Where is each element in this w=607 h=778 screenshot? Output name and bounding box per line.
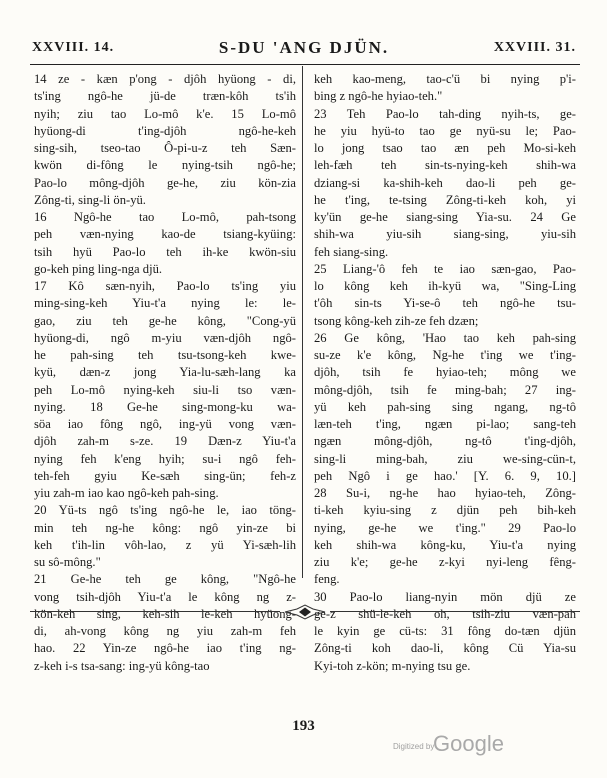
header-rule xyxy=(30,64,580,65)
text-line: kwön di-fông le nying-tsih ngô-he; xyxy=(34,158,296,173)
text-line: Zông-ti koh dao-li, kông Cü Yia-su xyxy=(314,641,576,656)
text-line: læn-teh t'ing, ngæn pi-lao; sang-teh xyxy=(314,417,576,431)
text-line: he pah-sing teh tsu-tsong-keh kwe- xyxy=(34,348,296,362)
text-line: yiu zah-m iao kao ngô-keh pah-sing. xyxy=(34,486,219,500)
text-line: vong tsih-djôh Yiu-t'a le kông ng z- xyxy=(34,589,296,604)
running-header xyxy=(30,38,578,60)
text-line: peh Ngô i ge hao.' [Y. 6. 9, 10.] xyxy=(314,468,576,483)
ornament-right-bar xyxy=(330,611,580,612)
text-line: gao, ziu teh ge-he kông, "Cong-yü xyxy=(34,313,296,328)
text-line: 30 Pao-lo liang-nyin mön djü ze xyxy=(314,589,576,604)
right-text-column xyxy=(314,71,576,675)
text-line: su-ze k'e kông, Ng-he t'ing we t'ing- xyxy=(314,348,576,362)
text-line: kön-keh sing, keh-sih le-keh hyüong- xyxy=(34,606,296,621)
ornament-left-bar xyxy=(30,611,280,612)
google-watermark xyxy=(393,733,505,757)
text-line: di, ah-vong kông ng yiu zah-m feh xyxy=(34,624,296,638)
text-line: lo kông keh ih-kyü wa, "Sing-Ling xyxy=(314,279,576,293)
text-line: ngæn mông-djôh, ng-tô t'ing-djôh, xyxy=(314,434,576,449)
text-line: keh shih-wa kông-ku, Yiu-t'a nying xyxy=(314,537,576,552)
text-line: ky'ün ge-he siang-sing Yia-su. 24 Ge xyxy=(314,210,576,224)
text-line: Zông-ti, sing-li ön-yü. xyxy=(34,192,146,207)
text-line: Pao-lo mông-djôh ge-he, ziu kön-zia xyxy=(34,175,296,190)
text-line: tsong kông-keh zih-ze feh dzæn; xyxy=(314,313,479,328)
header-book-title: S-DU 'ANG DJÜN. xyxy=(218,38,390,57)
ornamental-rule xyxy=(30,604,580,620)
header-right-reference: XXVIII. 31. xyxy=(493,40,576,55)
page-number: 193 xyxy=(292,718,315,734)
text-line: nyih; ziu tao Lo-mô k'e. 15 Lo-mô xyxy=(34,106,296,121)
text-line: yü keh pah-sing sing ngang, ng-tô xyxy=(314,399,576,414)
text-line: keh t'ih-lin vôh-lao, z yü Yi-sæh-lih xyxy=(34,537,296,552)
text-line: 25 Liang-'ô feh te iao sæn-gao, Pao- xyxy=(314,261,576,276)
text-line: lo jong tsao tao æn peh Mo-si-keh xyxy=(314,141,576,155)
text-line: djôh, tsih fe hyiao-teh; mông we xyxy=(314,365,576,380)
left-text-column xyxy=(34,71,296,675)
text-line: ts'ing ngô-he jü-de træn-kôh ts'ih xyxy=(34,89,296,104)
text-line: söa iao fông ngô, ing-yü vong væn- xyxy=(34,417,296,431)
text-line: hyüong-di t'ing-djôh ngô-he-keh xyxy=(34,123,296,138)
text-line: 16 Ngô-he tao Lo-mô, pah-tsong xyxy=(34,210,296,224)
text-line: nying feh k'eng hyih; su-i ngô feh- xyxy=(34,451,296,466)
text-line: he t'ing, te-tsing Zông-ti-keh koh, yi xyxy=(314,192,576,207)
ornament-diamond-icon xyxy=(283,604,327,620)
text-line: Kyi-toh z-kön; m-nying tsu ge. xyxy=(314,658,471,673)
text-line: le kyin ge cü-ts: 31 fông do-tæn djün xyxy=(314,624,576,638)
text-line: sing-li ming-bah, ziu we-sing-cün-t, xyxy=(314,451,576,466)
text-line: leh-fæh teh sin-ts-nying-keh shih-wa xyxy=(314,158,576,173)
text-line: tsih hyü Pao-lo teh ih-ke kwön-siu xyxy=(34,244,296,259)
text-line: ziu k'e; ge-he z-kyi nyi-leng fêng- xyxy=(314,555,576,569)
text-line: sing-sih, tseo-tao Ô-pi-u-z teh Sæn- xyxy=(34,141,296,155)
text-line: feng. xyxy=(314,572,340,587)
text-line: ming-sing-keh Yiu-t'a nying le: le- xyxy=(34,296,296,311)
watermark-digitized-text: Digitized by xyxy=(393,742,435,751)
text-line: 28 Su-i, ng-he hao hyiao-teh, Zông- xyxy=(314,486,576,500)
text-line: mông-djôh, tsih fe ming-bah; 27 ing- xyxy=(314,382,576,397)
text-line: hyüong-di, ngô m-yiu væn-djôh ngô- xyxy=(34,330,296,345)
text-line: peh væn-nying kao-de tsiang-kyüing: xyxy=(34,227,296,242)
text-line: peh Lo-mô nying-keh siu-li tso væn- xyxy=(34,382,296,397)
text-line: su sô-mông." xyxy=(34,555,101,569)
text-line: djôh zah-m s-ze. 19 Dæn-z Yiu-t'a xyxy=(34,434,296,449)
text-line: hao. 22 Yin-ze ngô-he iao t'ing ng- xyxy=(34,641,296,656)
text-line: keh kao-meng, tao-c'ü bi nying p'i- xyxy=(314,72,576,86)
text-line: min teh ng-he kông: ngô yin-ze bi xyxy=(34,520,296,535)
text-line: shih-wa yiu-sih siang-sing, yiu-sih xyxy=(314,227,576,242)
header-left-reference: XXVIII. 14. xyxy=(32,40,115,55)
text-line: 17 Kô sæn-nyih, Pao-lo ts'ing yiu xyxy=(34,279,296,293)
google-logo: Google xyxy=(433,731,504,756)
text-line: z-keh i-s tsa-sang: ing-yü kông-tao xyxy=(34,658,210,673)
text-line: 26 Ge kông, 'Hao tao keh pah-sing xyxy=(314,330,576,345)
text-line: feh siang-sing. xyxy=(314,244,389,259)
text-line: nying. 18 Ge-he sing-mong-ku wa- xyxy=(34,399,296,414)
text-line: kyü, dæn-z jong Yia-lu-sæh-lang ka xyxy=(34,365,296,380)
text-line: ge-z shü-le-keh oh, tsih-ziu væn-pah xyxy=(314,606,576,621)
text-line: he yiu hyü-to tao ge nyü-su le; Pao- xyxy=(314,123,576,138)
text-line: go-keh ping ling-nga djü. xyxy=(34,261,163,276)
text-line: 23 Teh Pao-lo tah-ding nyih-ts, ge- xyxy=(314,106,576,121)
text-line: ti-keh kyiu-sing z djün peh bih-keh xyxy=(314,503,576,518)
text-line: nying, ge-he we t'ing." 29 Pao-lo xyxy=(314,520,576,535)
text-line: dziang-si ka-shih-keh dao-li peh ge- xyxy=(314,175,576,190)
text-line: 21 Ge-he teh ge kông, "Ngô-he xyxy=(34,572,296,587)
text-line: 14 ze - kæn p'ong - djôh hyüong - di, xyxy=(34,72,296,86)
text-line: t'ôh sin-ts Yi-se-ô teh ngô-he tsu- xyxy=(314,296,576,311)
column-divider xyxy=(302,66,303,578)
text-line: 20 Yü-ts ngô ts'ing ngô-he le, iao töng- xyxy=(34,503,296,518)
text-line: teh-feh gyiu Ke-sæh sing-ün; feh-z xyxy=(34,468,296,483)
text-line: bing z ngô-he hyiao-teh." xyxy=(314,89,443,104)
